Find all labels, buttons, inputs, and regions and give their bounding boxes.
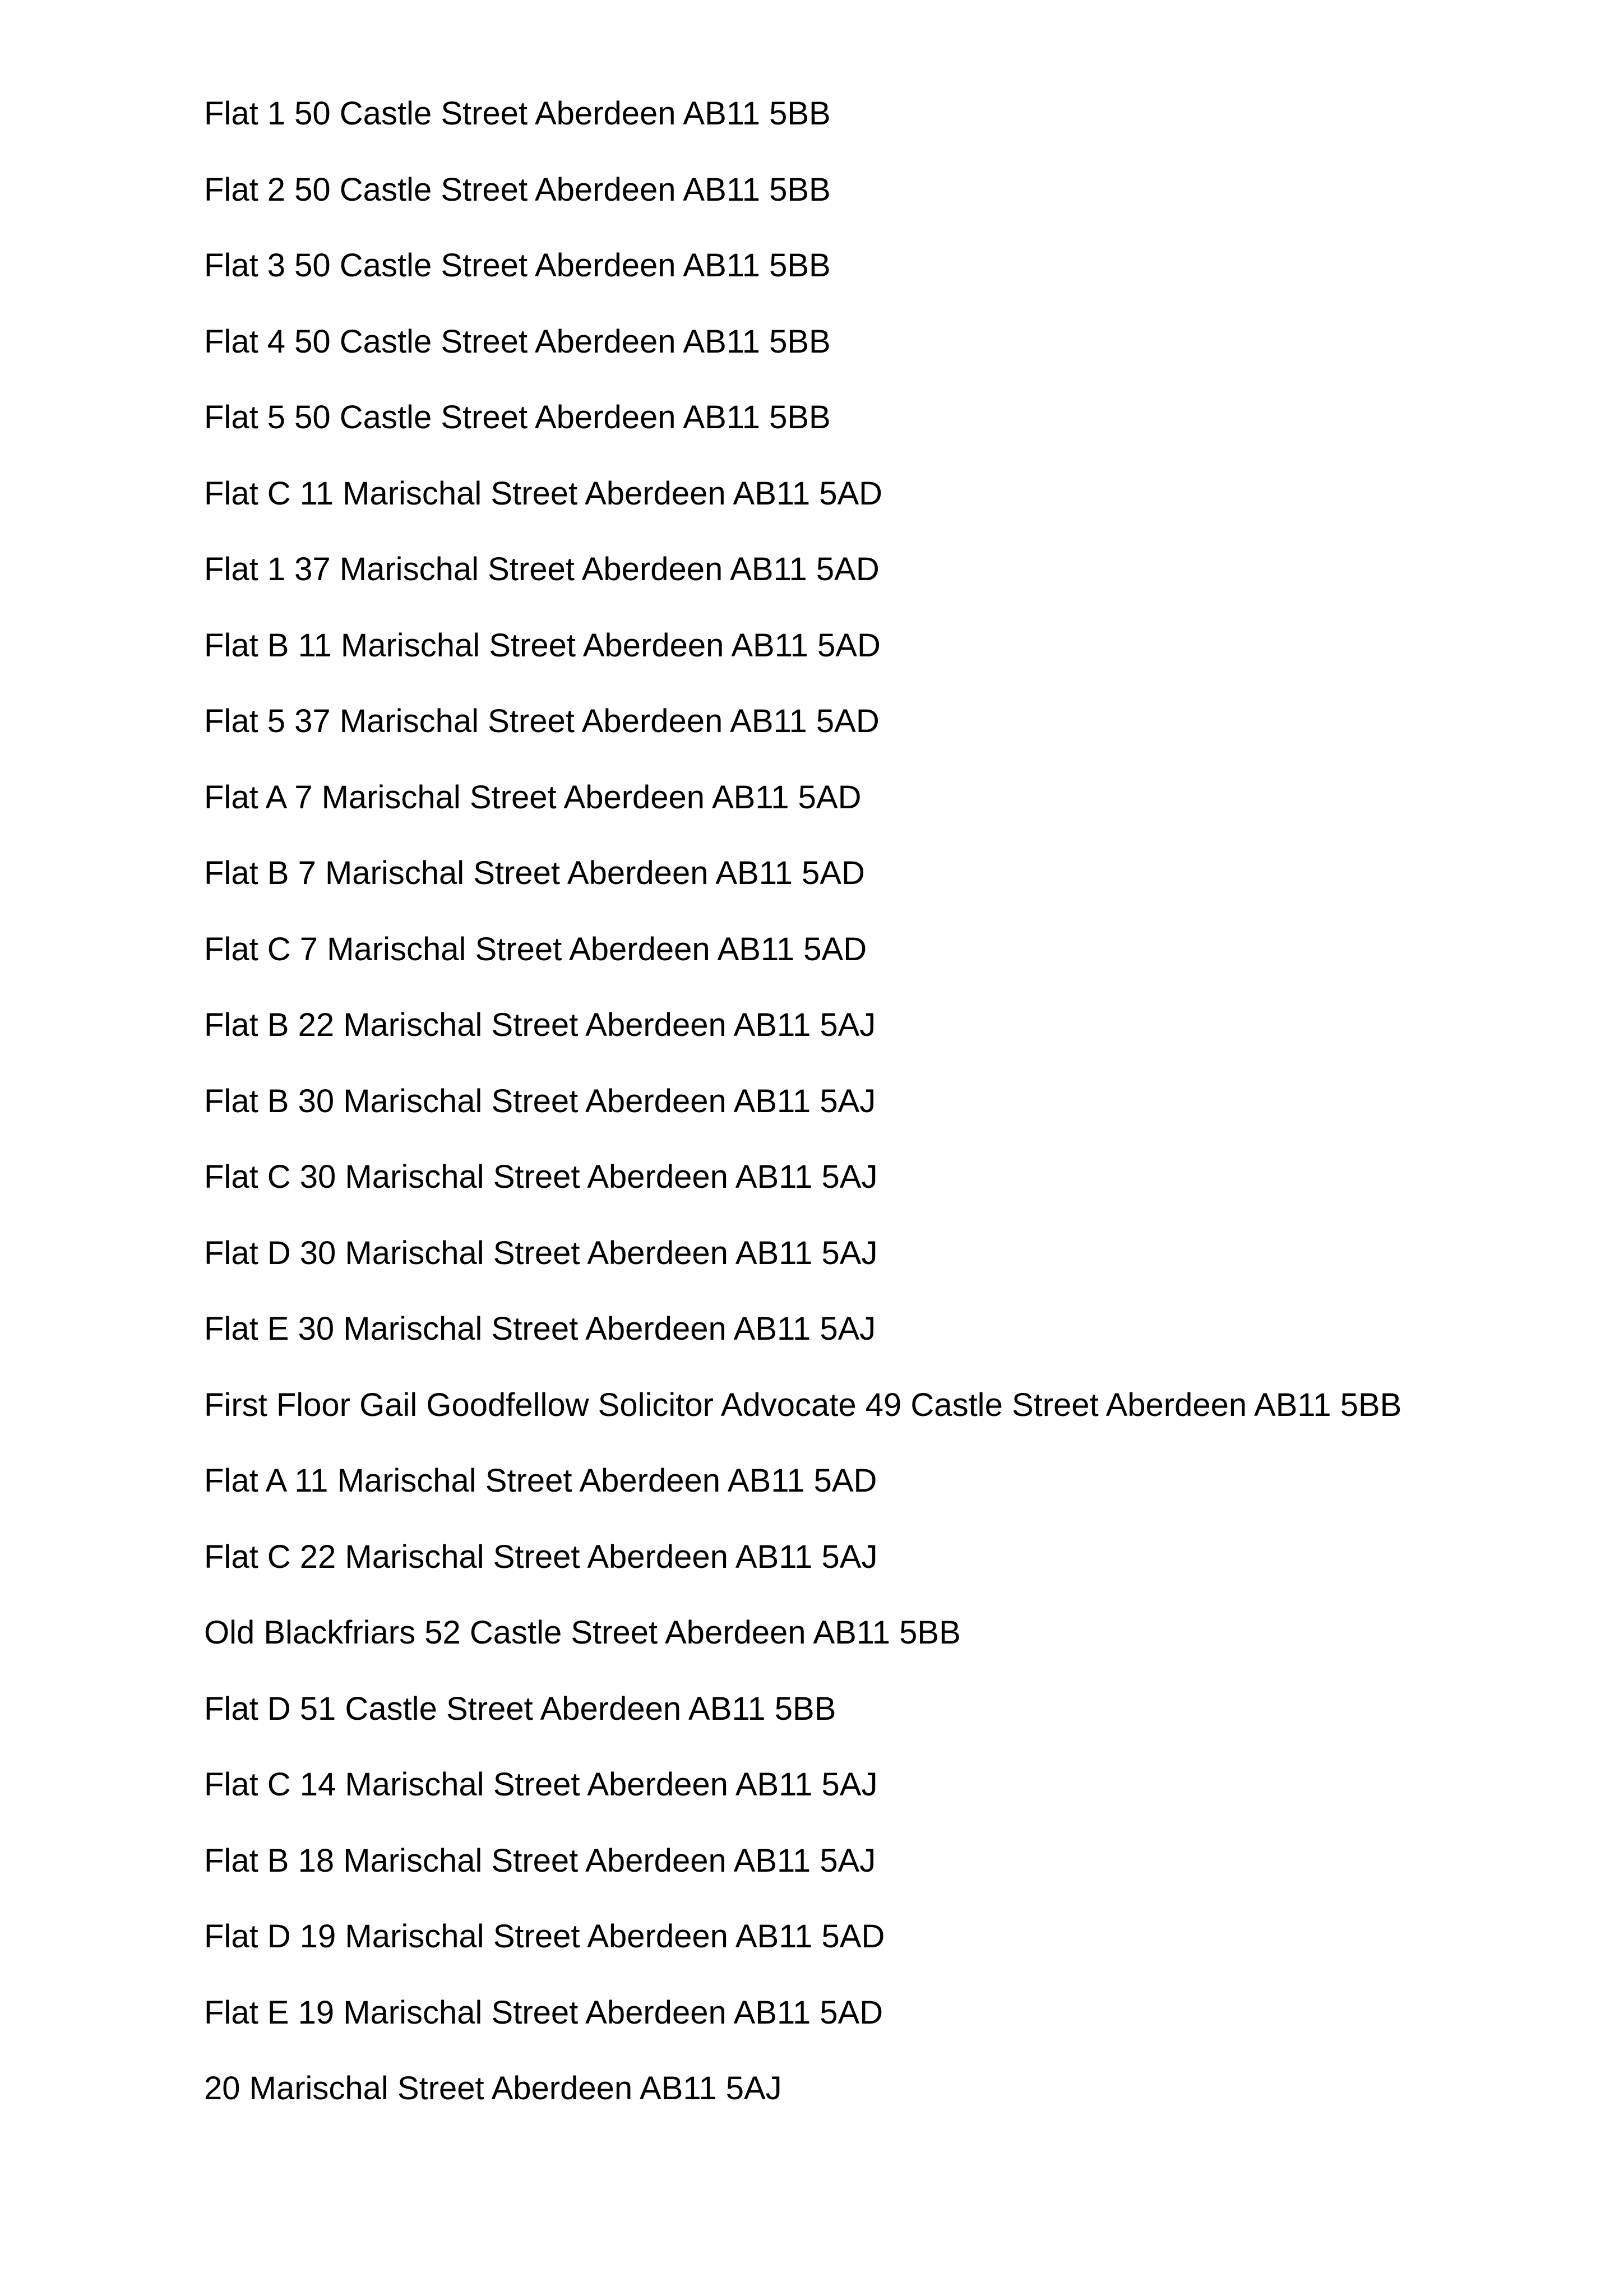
address-line: Flat D 19 Marischal Street Aberdeen AB11 5AD xyxy=(204,1918,885,1955)
address-line: Flat E 19 Marischal Street Aberdeen AB11 5AD xyxy=(204,1994,883,2031)
address-line: Flat B 30 Marischal Street Aberdeen AB11 5AJ xyxy=(204,1082,876,1119)
address-line: Flat 5 37 Marischal Street Aberdeen AB11 5AD xyxy=(204,703,880,739)
address-line: Flat E 30 Marischal Street Aberdeen AB11 5AJ xyxy=(204,1311,876,1347)
address-line: Flat A 7 Marischal Street Aberdeen AB11 5AD xyxy=(204,779,862,816)
address-line: Flat 5 50 Castle Street Aberdeen AB11 5BB xyxy=(204,399,831,436)
address-line: Flat C 11 Marischal Street Aberdeen AB11 5AD xyxy=(204,475,883,512)
address-line: Flat 3 50 Castle Street Aberdeen AB11 5BB xyxy=(204,247,831,284)
address-line: Flat B 7 Marischal Street Aberdeen AB11 5AD xyxy=(204,855,865,891)
address-line: Flat D 51 Castle Street Aberdeen AB11 5BB xyxy=(204,1690,836,1727)
address-line: Flat 4 50 Castle Street Aberdeen AB11 5BB xyxy=(204,323,831,360)
address-line: Flat B 11 Marischal Street Aberdeen AB11 5AD xyxy=(204,627,881,664)
address-line: Flat A 11 Marischal Street Aberdeen AB11 5AD xyxy=(204,1462,877,1499)
address-line: Flat C 30 Marischal Street Aberdeen AB11 5AJ xyxy=(204,1159,878,1195)
address-list xyxy=(204,94,1549,2145)
address-line: Flat C 7 Marischal Street Aberdeen AB11 5AD xyxy=(204,931,867,968)
address-line: Flat 2 50 Castle Street Aberdeen AB11 5BB xyxy=(204,171,831,208)
address-line: Flat C 14 Marischal Street Aberdeen AB11 5AJ xyxy=(204,1766,878,1803)
address-line: Flat 1 50 Castle Street Aberdeen AB11 5BB xyxy=(204,95,831,132)
address-line: 20 Marischal Street Aberdeen AB11 5AJ xyxy=(204,2070,782,2107)
address-line: Old Blackfriars 52 Castle Street Aberdeen AB11 5BB xyxy=(204,1614,961,1651)
address-line: Flat B 18 Marischal Street Aberdeen AB11 5AJ xyxy=(204,1842,876,1879)
address-line: Flat D 30 Marischal Street Aberdeen AB11 5AJ xyxy=(204,1234,878,1271)
address-line: First Floor Gail Goodfellow Solicitor Advocate 49 Castle Street Aberdeen AB11 5BB xyxy=(204,1386,1402,1423)
address-line: Flat C 22 Marischal Street Aberdeen AB11 5AJ xyxy=(204,1538,878,1575)
address-line: Flat 1 37 Marischal Street Aberdeen AB11 5AD xyxy=(204,551,880,587)
address-line: Flat B 22 Marischal Street Aberdeen AB11 5AJ xyxy=(204,1007,876,1043)
